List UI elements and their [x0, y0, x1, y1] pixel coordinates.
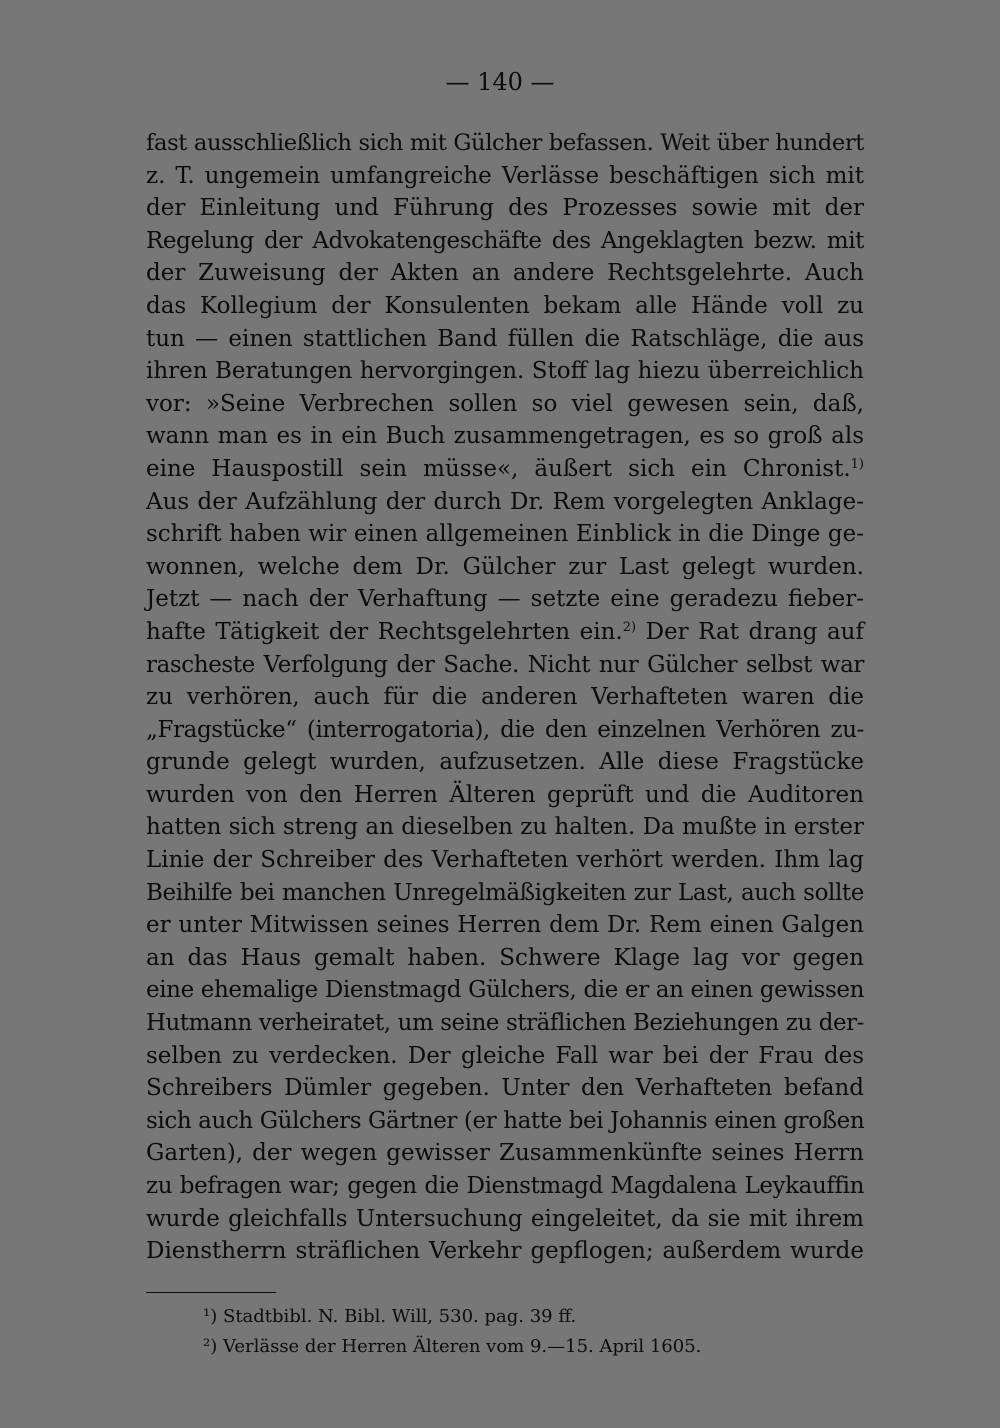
text-line: Hutmann verheiratet, um seine sträflichen Beziehungen zu der-	[146, 1010, 864, 1037]
text-line: hatten sich streng an dieselben zu halten. Da mußte in erster	[146, 814, 864, 841]
footnote-text: Stadtbibl. N. Bibl. Will, 530. pag. 39 ff.	[222, 1306, 577, 1327]
text-line: Regelung der Advokatengeschäfte des Angeklagten bezw. mit	[146, 227, 864, 254]
footnote-divider	[146, 1292, 276, 1293]
footnote-marker: 1)	[850, 456, 864, 472]
text-line: sich auch Gülchers Gärtner (er hatte bei Johannis einen großen	[146, 1107, 865, 1134]
text-line: wurde gleichfalls Untersuchung eingeleitet, da sie mit ihrem	[146, 1205, 864, 1232]
footnotes	[203, 1302, 823, 1362]
text-segment: Der Rat drang auf	[645, 618, 864, 645]
text-line: das Kollegium der Konsulenten bekam alle Hände voll zu	[146, 292, 864, 319]
text-segment: eine Hauspostill sein müsse«, äußert sich ein Chronist.	[146, 455, 851, 482]
footnote-item	[203, 1302, 823, 1332]
text-line: wonnen, welche dem Dr. Gülcher zur Last gelegt wurden.	[146, 553, 864, 580]
text-line: selben zu verdecken. Der gleiche Fall war bei der Frau des	[146, 1042, 864, 1069]
text-line: Schreibers Dümler gegeben. Unter den Verhafteten befand	[146, 1075, 864, 1102]
text-line: schrift haben wir einen allgemeinen Einblick in die Dinge ge-	[146, 521, 864, 548]
text-segment: hafte Tätigkeit der Rechtsgelehrten ein.	[146, 618, 623, 645]
text-line: eine ehemalige Dienstmagd Gülchers, die er an einen gewissen	[146, 977, 864, 1004]
text-line: Aus der Aufzählung der durch Dr. Rem vorgelegten Anklage-	[146, 488, 864, 515]
text-line: ihren Beratungen hervorgingen. Stoff lag hiezu überreichlich	[146, 358, 864, 385]
footnote-item	[203, 1332, 823, 1362]
text-line: zu befragen war; gegen die Dienstmagd Magdalena Leykauffin	[146, 1173, 864, 1199]
text-line: z. T. ungemein umfangreiche Verlässe beschäftigen sich mit	[146, 162, 864, 189]
text-line: vor: »Seine Verbrechen sollen so viel gewesen sein, daß,	[146, 390, 864, 417]
text-line: der Einleitung und Führung des Prozesses sowie mit der	[146, 195, 864, 222]
text-line: der Zuweisung der Akten an andere Rechtsgelehrte. Auch	[146, 260, 864, 287]
text-line: tun — einen stattlichen Band füllen die Ratschläge, die aus	[146, 325, 864, 352]
text-line-with-footnote	[146, 616, 864, 649]
text-line: Beihilfe bei manchen Unregelmäßigkeiten zur Last, auch sollte	[146, 879, 864, 906]
footnote-number: ¹)	[203, 1306, 218, 1327]
text-line: Jetzt — nach der Verhaftung — setzte eine geradezu fieber-	[146, 586, 864, 613]
text-line: rascheste Verfolgung der Sache. Nicht nur Gülcher selbst war	[146, 651, 864, 678]
text-line: Linie der Schreiber des Verhafteten verhört werden. Ihm lag	[146, 847, 864, 874]
page-number: — 140 —	[445, 68, 555, 96]
text-line: Garten), der wegen gewisser Zusammenkünfte seines Herrn	[146, 1140, 864, 1167]
body-text	[146, 127, 864, 1268]
text-line: Dienstherrn sträflichen Verkehr gepflogen; außerdem wurde	[146, 1238, 864, 1265]
text-line: an das Haus gemalt haben. Schwere Klage lag vor gegen	[146, 944, 864, 971]
text-line: wann man es in ein Buch zusammengetragen, es so groß als	[146, 423, 864, 450]
text-line: grunde gelegt wurden, aufzusetzen. Alle diese Fragstücke	[146, 749, 864, 776]
text-line: fast ausschließlich sich mit Gülcher befassen. Weit über hundert	[146, 130, 864, 156]
text-line: er unter Mitwissen seines Herren dem Dr. Rem einen Galgen	[146, 912, 864, 939]
text-line: „Fragstücke“ (interrogatoria), die den einzelnen Verhören zu-	[146, 716, 864, 743]
text-line-with-footnote	[146, 453, 864, 486]
text-line: zu verhören, auch für die anderen Verhafteten waren die	[146, 684, 864, 711]
footnote-number: ²)	[203, 1336, 218, 1357]
footnote-marker: 2)	[622, 619, 637, 635]
footnote-text: Verlässe der Herren Älteren vom 9.—15. April 1605.	[222, 1336, 702, 1357]
text-line: wurden von den Herren Älteren geprüft und die Auditoren	[146, 781, 864, 808]
